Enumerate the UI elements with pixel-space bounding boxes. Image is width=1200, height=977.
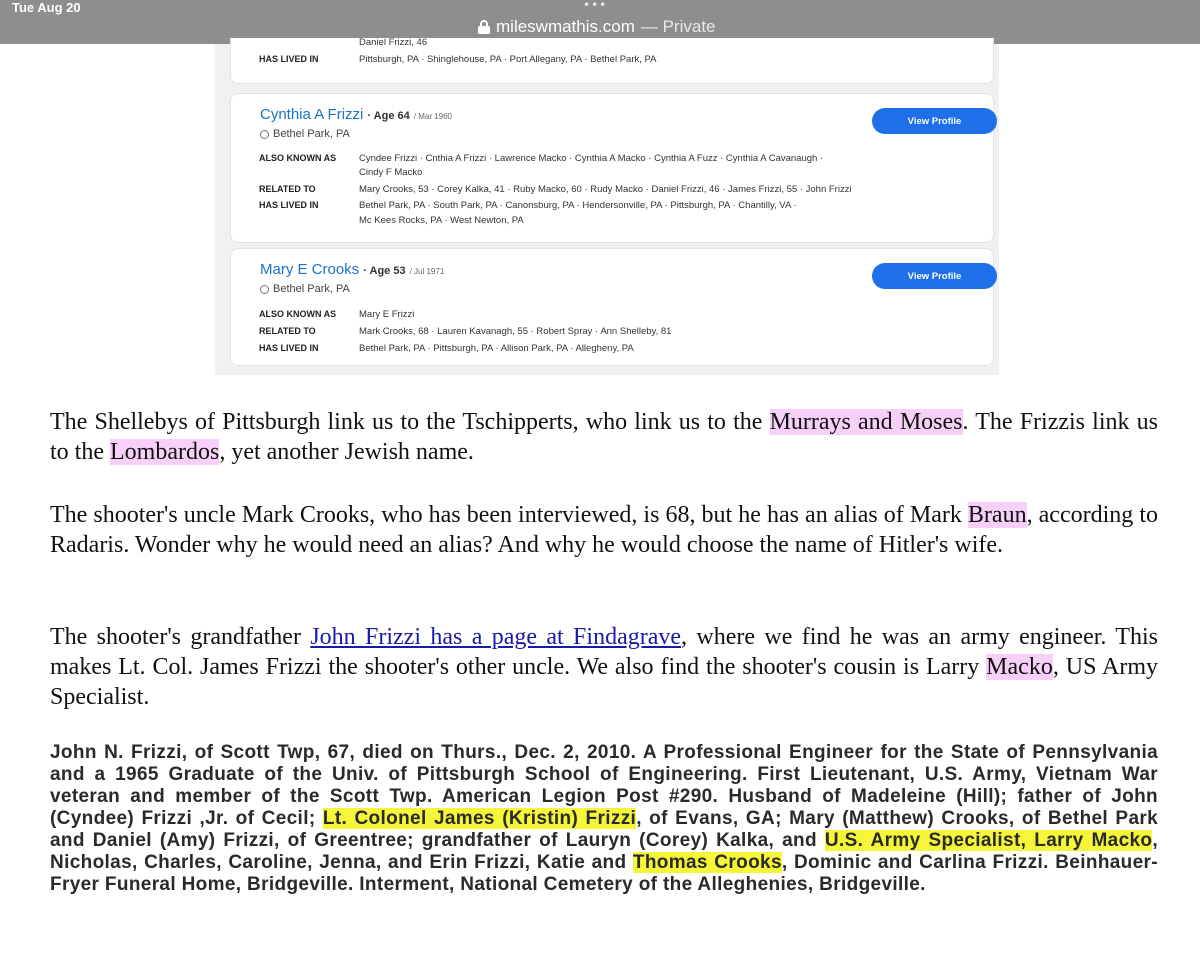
view-profile-button[interactable]: View Profile	[872, 263, 997, 289]
person-location: Bethel Park, PA	[260, 283, 350, 295]
lived-row: HAS LIVED IN Pittsburgh, PA · Shinglehouse, PA · Port Allegany, PA · Bethel Park, PA	[259, 54, 657, 65]
related-row: RELATED TO Mary Crooks, 53 · Corey Kalka, 41 · Ruby Macko, 60 · Rudy Macko · Daniel Frizzi, 46 · James Frizzi, 55 · John Frizzi	[259, 184, 852, 195]
lived-row: HAS LIVED IN Bethel Park, PA · South Park, PA · Canonsburg, PA · Hendersonville, PA · Pittsburgh, PA · Chantilly, VA ·	[259, 200, 797, 211]
person-dob: / Mar 1960	[413, 112, 453, 121]
highlight: Macko	[986, 654, 1053, 680]
result-card	[230, 93, 994, 243]
lived-row: HAS LIVED IN Bethel Park, PA · Pittsburgh, PA · Allison Park, PA · Allegheny, PA	[259, 343, 634, 354]
highlight: Braun	[967, 502, 1027, 528]
location-pin-icon	[260, 285, 269, 294]
article-paragraph: The Shellebys of Pittsburgh link us to the Tschipperts, who link us to the Murrays and Moses. The Frizzis link us to the Lombardos, yet another Jewish name.	[50, 409, 1159, 465]
address-bar[interactable]	[478, 17, 716, 37]
person-location: Bethel Park, PA	[260, 128, 350, 140]
person-name[interactable]: Cynthia A Frizzi	[260, 106, 364, 123]
highlight: Lombardos	[110, 439, 220, 465]
highlight: Murrays and Moses	[769, 409, 963, 435]
related-row: Daniel Frizzi, 46	[359, 37, 428, 48]
private-label: — Private	[640, 17, 716, 36]
url-host: mileswmathis.com	[496, 17, 635, 36]
person-header	[260, 106, 452, 123]
status-time: Tue Aug 20	[12, 0, 81, 15]
highlight: Lt. Colonel James (Kristin) Frizzi	[322, 808, 637, 829]
person-header	[260, 261, 444, 278]
location-pin-icon	[260, 130, 269, 139]
embedded-screenshot	[215, 37, 999, 375]
view-profile-button[interactable]: View Profile	[872, 108, 997, 134]
aka-row: ALSO KNOWN AS Cyndee Frizzi · Cnthia A Frizzi · Lawrence Macko · Cynthia A Macko · Cynthia A Fuzz · Cynthia A Cavanaugh ·	[259, 153, 824, 164]
person-dob: / Jul 1971	[409, 267, 445, 276]
multitasking-dots[interactable]: •••	[583, 0, 608, 12]
article-paragraph: The shooter's uncle Mark Crooks, who has been interviewed, is 68, but he has an alias of Mark Braun, according to Radaris. Wonder why he would need an alias? And why he would choose the name of Hitler's wife.	[50, 502, 1158, 558]
aka-row: ALSO KNOWN AS Mary E Frizzi	[259, 309, 415, 320]
article-paragraph: The shooter's grandfather John Frizzi has a page at Findagrave, where we find he was an army engineer. This makes Lt. Col. James Frizzi the shooter's other uncle. We also find the shooter's cousin is Larry Macko, US Army Specialist.	[50, 624, 1158, 710]
lived-row-cont: Mc Kees Rocks, PA · West Newton, PA	[359, 215, 524, 226]
aka-row-cont: Cindy F Macko	[359, 167, 423, 178]
highlight: Thomas Crooks	[632, 852, 782, 873]
findagrave-link[interactable]: John Frizzi has a page at Findagrave	[310, 624, 682, 650]
person-name[interactable]: Mary E Crooks	[260, 261, 360, 278]
result-card-partial	[230, 38, 994, 84]
lock-icon	[478, 20, 490, 34]
result-card	[230, 248, 994, 366]
person-age: · Age 64	[367, 110, 410, 122]
obituary-excerpt: John N. Frizzi, of Scott Twp, 67, died on Thurs., Dec. 2, 2010. A Professional Engineer for the State of Pennsylvania and a 1965 Graduate of the Univ. of Pittsburgh School of Engineering. First Lieutenant, U.S. Army, Vietnam War veteran and member of the Scott Twp. American Legion Post #290. Husband of Madeleine (Hill); father of John (Cyndee) Frizzi ,Jr. of Cecil; Lt. Colonel James (Kristin) Frizzi, of Evans, GA; Mary (Matthew) Crooks, of Bethel Park and Daniel (Amy) Frizzi, of Greentree; grandfather of Lauryn (Corey) Kalka, and U.S. Army Specialist, Larry Macko, Nicholas, Charles, Caroline, Jenna, and Erin Frizzi, Katie and Thomas Crooks, Dominic and Carlina Frizzi. Beinhauer-Fryer Funeral Home, Bridgeville. Interment, National Cemetery of the Alleghenies, Bridgeville.	[50, 742, 1159, 895]
highlight: U.S. Army Specialist, Larry Macko	[824, 830, 1153, 851]
person-age: · Age 53	[363, 265, 406, 277]
related-row: RELATED TO Mark Crooks, 68 · Lauren Kavanagh, 55 · Robert Spray · Ann Shelleby, 81	[259, 326, 672, 337]
